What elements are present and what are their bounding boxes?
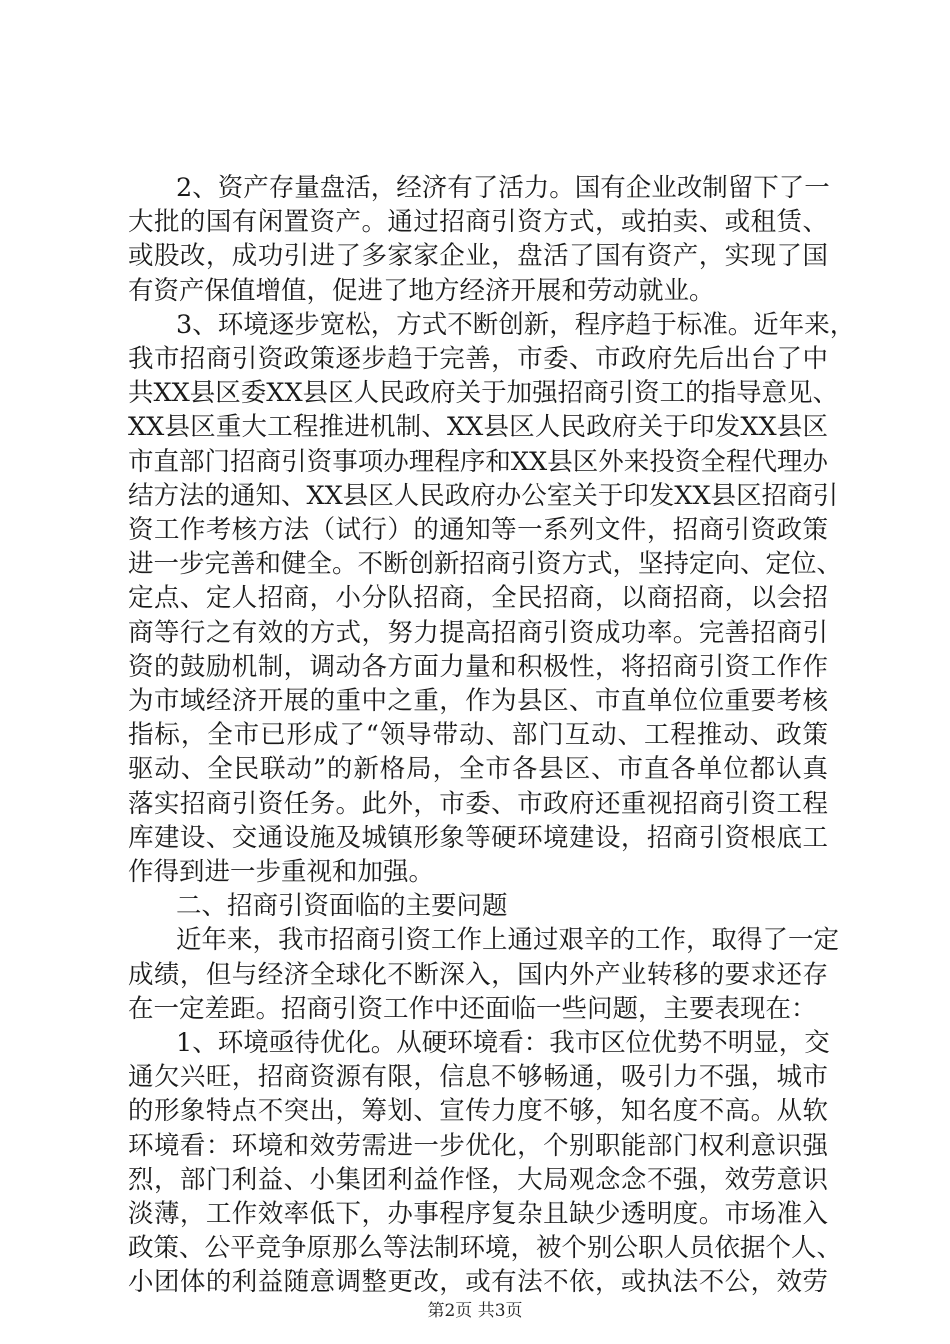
text-line: 有资产保值增值，促进了地方经济开展和劳动就业。 [128, 275, 715, 306]
text-line: XX县区重大工程推进机制、XX县区人民政府关于印发XX县区 [128, 412, 828, 443]
text-line: 通欠兴旺，招商资源有限，信息不够畅通，吸引力不强，城市 [128, 1062, 828, 1093]
text-line: 资工作考核方法（试行）的通知等一系列文件，招商引资政策 [128, 515, 828, 545]
text-line: 淡薄，工作效率低下，办事程序复杂且缺少透明度。市场准入 [128, 1199, 828, 1229]
text-line: 环境看：环境和效劳需进一步优化，个别职能部门权利意识强 [128, 1130, 828, 1161]
page-footer: 第2页 共3页 [427, 1301, 523, 1321]
text-line: 结方法的通知、XX县区人民政府办公室关于印发XX县区招商引 [128, 480, 839, 511]
text-line: 在一定差距。招商引资工作中还面临一些问题，主要表现在： [128, 993, 817, 1024]
text-line: 落实招商引资任务。此外，市委、市政府还重视招商引资工程 [128, 788, 828, 819]
text-line: 库建设、交通设施及城镇形象等硬环境建设，招商引资根底工 [128, 822, 828, 853]
text-line: 政策、公平竞争原那么等法制环境，被个别公职人员依据个人、 [128, 1233, 843, 1264]
text-line: 3、环境逐步宽松，方式不断创新，程序趋于标准。近年来， [176, 309, 856, 340]
text-line: 作得到进一步重视和加强。 [128, 857, 435, 887]
text-line: 商等行之有效的方式，努力提高招商引资成功率。完善招商引 [128, 617, 828, 648]
text-line: 进一步完善和健全。不断创新招商引资方式，坚持定向、定位、 [128, 549, 843, 580]
text-line: 2、资产存量盘活，经济有了活力。国有企业改制留下了一 [176, 173, 830, 203]
text-line: 指标，全市已形成了“领导带动、部门互动、工程推动、政策 [128, 720, 828, 751]
text-line: 定点、定人招商，小分队招商，全民招商，以商招商，以会招 [128, 583, 828, 614]
text-line: 1、环境亟待优化。从硬环境看：我市区位优势不明显，交 [176, 1028, 830, 1058]
text-line: 为市域经济开展的重中之重，作为县区、市直单位位重要考核 [128, 686, 828, 716]
text-line: 驱动、全民联动”的新格局，全市各县区、市直各单位都认真 [128, 754, 828, 785]
section-heading: 二、招商引资面临的主要问题 [176, 891, 508, 922]
text-line: 小团体的利益随意调整更改，或有法不依，或执法不公，效劳 [128, 1267, 828, 1298]
text-line: 大批的国有闲置资产。通过招商引资方式，或拍卖、或租赁、 [128, 207, 828, 238]
text-line: 近年来，我市招商引资工作上通过艰辛的工作，取得了一定 [176, 925, 840, 956]
text-line: 资的鼓励机制，调动各方面力量和积极性，将招商引资工作作 [128, 651, 828, 682]
text-line: 或股改，成功引进了多家家企业，盘活了国有资产，实现了国 [128, 241, 828, 272]
text-line: 成绩，但与经济全球化不断深入，国内外产业转移的要求还存 [128, 959, 828, 990]
text-line: 的形象特点不突出，筹划、宣传力度不够，知名度不高。从软 [128, 1096, 828, 1127]
text-line: 市直部门招商引资事项办理程序和XX县区外来投资全程代理办 [128, 446, 828, 477]
text-line: 我市招商引资政策逐步趋于完善，市委、市政府先后出台了中 [128, 344, 828, 374]
text-line: 烈，部门利益、小集团利益作怪，大局观念念不强，效劳意识 [128, 1164, 828, 1195]
text-line: 共XX县区委XX县区人民政府关于加强招商引资工的指导意见、 [128, 378, 839, 409]
